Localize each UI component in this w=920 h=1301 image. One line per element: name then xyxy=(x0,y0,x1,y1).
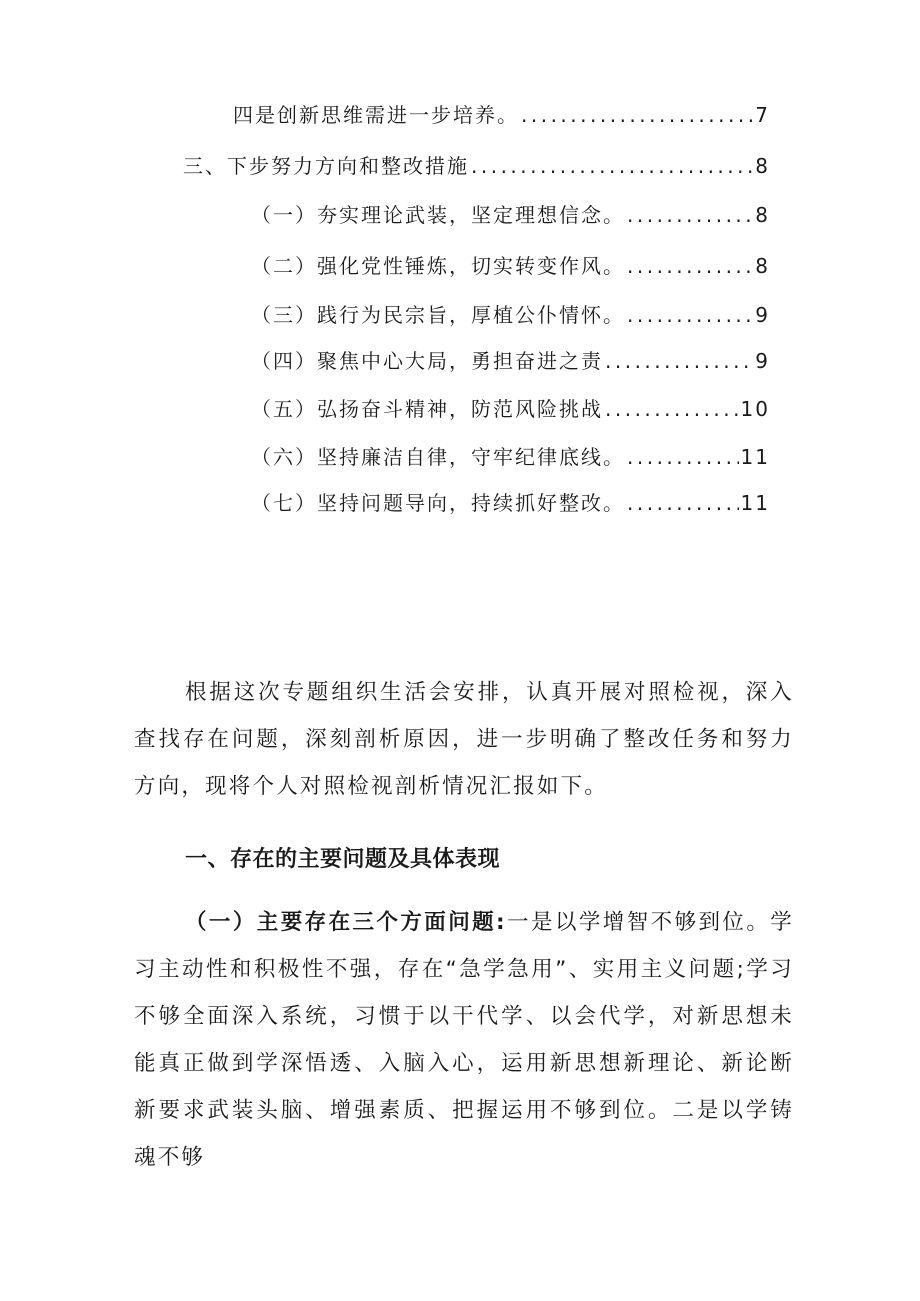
toc-entry-title: （二）强化党性锤炼，切实转变作风。 xyxy=(251,254,625,278)
toc-leader-dots xyxy=(605,392,739,426)
toc-entry-title: （三）践行为民宗旨，厚植公仆情怀。 xyxy=(251,303,625,327)
paragraph-body: 一是以学增智不够到位。学习主动性和积极性不强，存在“急学急用”、实用主义问题;学习不够全面深入系统，习惯于以干代学、以会代学，对新思想未能真正做到学深悟透、入脑入心，运用新思想新理论、新论断新要求武装头脑、增强素质、把握运用不够到位。二是以学铸魂不够 xyxy=(134,910,794,1170)
toc-leader-dots xyxy=(627,198,753,232)
toc-page-number: 8 xyxy=(755,254,770,278)
toc-leader-dots xyxy=(627,249,753,283)
paragraph-lead: （一）主要存在三个方面问题: xyxy=(185,910,507,935)
toc-page-number: 11 xyxy=(740,445,770,469)
toc-entry[interactable] xyxy=(251,392,770,426)
toc-entry[interactable] xyxy=(233,98,770,132)
toc-entry-title: （五）弘扬奋斗精神，防范风险挑战 xyxy=(251,397,603,421)
toc-entry-title: 四是创新思维需进一步培养。 xyxy=(233,103,519,127)
toc-page-number: 8 xyxy=(755,154,770,178)
toc-leader-dots xyxy=(627,440,739,474)
section-paragraph xyxy=(134,899,794,1181)
toc-entry[interactable] xyxy=(251,249,770,283)
toc-leader-dots xyxy=(605,344,753,378)
toc-entry[interactable] xyxy=(183,149,770,183)
toc-leader-dots xyxy=(471,149,753,183)
toc-page-number: 9 xyxy=(755,303,770,327)
toc-entry-title: （一）夯实理论武装，坚定理想信念。 xyxy=(251,203,625,227)
toc-entry[interactable] xyxy=(251,486,770,520)
toc-entry[interactable] xyxy=(251,198,770,232)
toc-entry-title: 三、下步努力方向和整改措施 xyxy=(183,154,469,178)
toc-entry-title: （四）聚焦中心大局，勇担奋进之责 xyxy=(251,349,603,373)
toc-entry[interactable] xyxy=(251,344,770,378)
section-heading: 一、存在的主要问题及具体表现 xyxy=(185,847,501,872)
toc-entry[interactable] xyxy=(251,298,770,332)
toc-page-number: 9 xyxy=(755,349,770,373)
intro-paragraph: 根据这次专题组织生活会安排，认真开展对照检视，深入查找存在问题，深刻剖析原因，进一步明确了整改任务和努力方向，现将个人对照检视剖析情况汇报如下。 xyxy=(134,680,794,799)
toc-leader-dots xyxy=(627,486,739,520)
toc-page-number: 7 xyxy=(755,103,770,127)
toc-page-number: 10 xyxy=(740,397,770,421)
toc-leader-dots xyxy=(627,298,753,332)
toc-leader-dots xyxy=(521,98,753,132)
toc-entry-title: （六）坚持廉洁自律，守牢纪律底线。 xyxy=(251,445,625,469)
toc-page-number: 11 xyxy=(740,491,770,515)
toc-entry-title: （七）坚持问题导向，持续抓好整改。 xyxy=(251,491,625,515)
toc-page-number: 8 xyxy=(755,203,770,227)
toc-entry[interactable] xyxy=(251,440,770,474)
